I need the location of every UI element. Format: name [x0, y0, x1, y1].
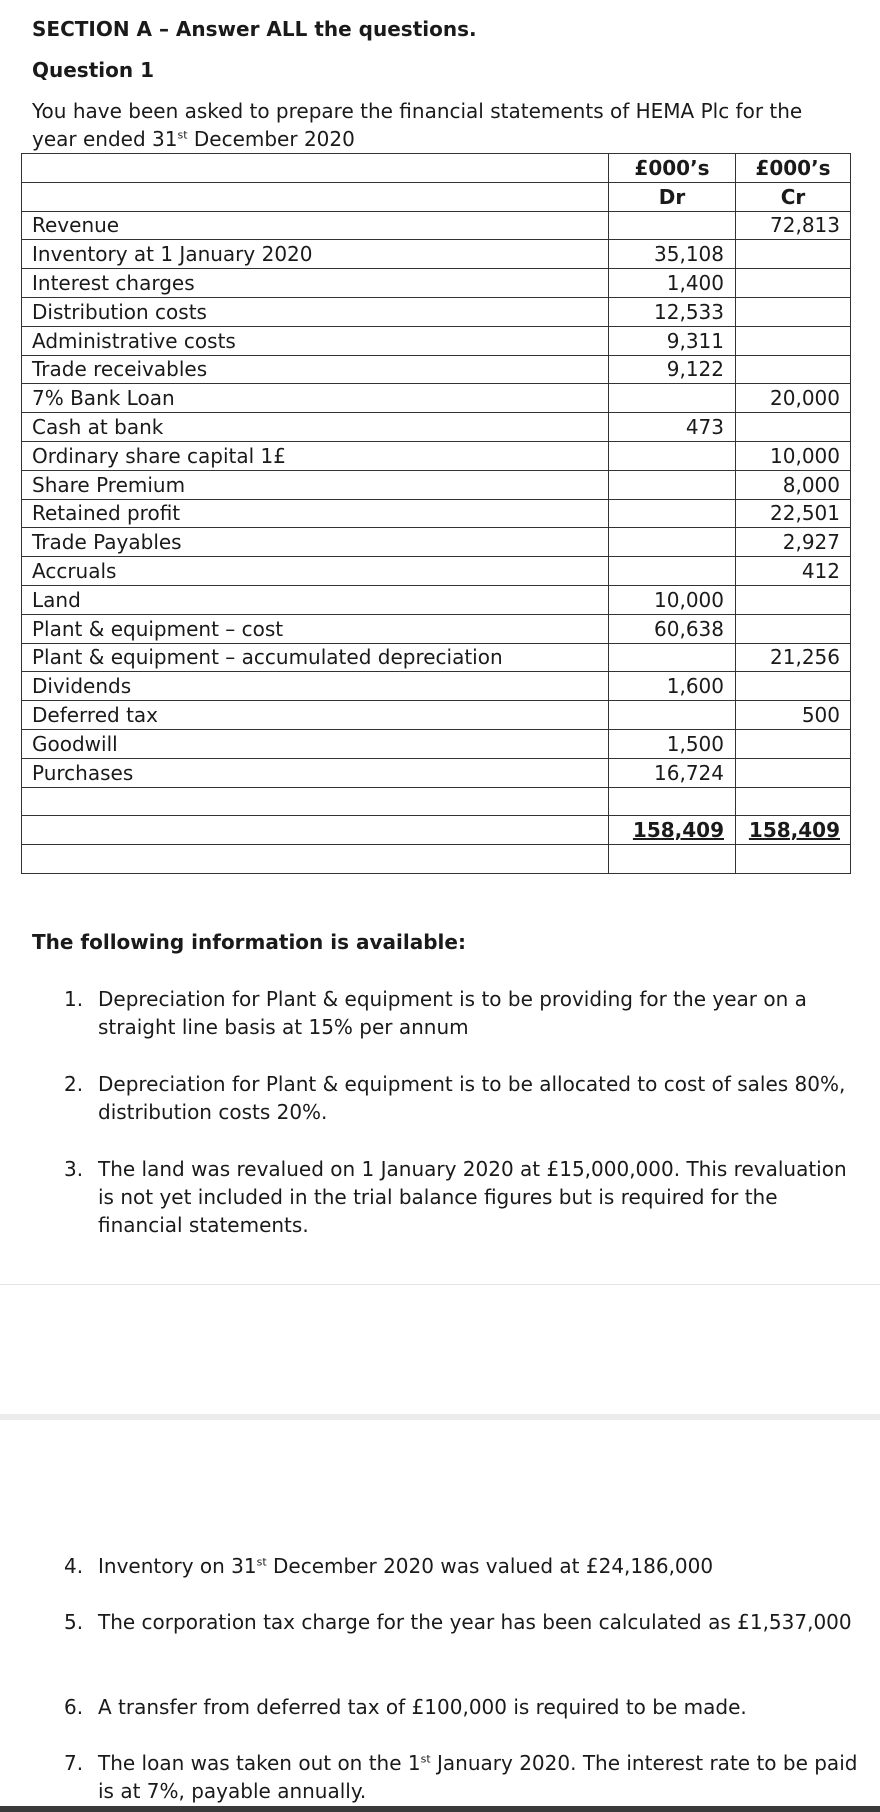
- dr-amount: [609, 470, 736, 499]
- account-label: Dividends: [22, 672, 609, 701]
- total-dr: 158,409: [609, 816, 736, 845]
- section-heading: SECTION A – Answer ALL the questions.: [32, 17, 477, 41]
- table-row: [22, 643, 851, 672]
- intro-paragraph: You have been asked to prepare the financial statements of HEMA Plc for the year ended 31st December 2020: [32, 99, 803, 151]
- dr-amount: [609, 211, 736, 240]
- table-header-row: [22, 154, 851, 183]
- account-label: Plant & equipment – accumulated depreciation: [22, 643, 609, 672]
- account-label: Distribution costs: [22, 297, 609, 326]
- account-label: Inventory at 1 January 2020: [22, 240, 609, 269]
- page-divider: [0, 1284, 880, 1285]
- blank-row: [22, 845, 851, 874]
- dr-amount: [609, 441, 736, 470]
- note-item: 3. The land was revalued on 1 January 2020 at £15,000,000. This revaluation is not yet included in the trial balance figures but is required for the financial statements.: [64, 1157, 847, 1237]
- account-label: Retained profit: [22, 499, 609, 528]
- dr-amount: [609, 499, 736, 528]
- cr-amount: [736, 614, 851, 643]
- cr-unit-header: £000’s: [736, 154, 851, 183]
- cr-amount: 412: [736, 557, 851, 586]
- cr-amount: 8,000: [736, 470, 851, 499]
- cr-amount: [736, 240, 851, 269]
- dr-unit-header: £000’s: [609, 154, 736, 183]
- question-heading: Question 1: [32, 58, 154, 82]
- account-label: Trade Payables: [22, 528, 609, 557]
- dr-amount: 16,724: [609, 758, 736, 787]
- dr-amount: 9,122: [609, 355, 736, 384]
- account-label: Plant & equipment – cost: [22, 614, 609, 643]
- table-row: [22, 470, 851, 499]
- cr-amount: [736, 269, 851, 298]
- cr-amount: 500: [736, 701, 851, 730]
- note-list: [0, 1070, 858, 1126]
- cr-amount: [736, 413, 851, 442]
- total-row: [22, 816, 851, 845]
- dr-amount: 12,533: [609, 297, 736, 326]
- note-item: 5. The corporation tax charge for the year has been calculated as £1,537,000: [64, 1610, 852, 1634]
- account-label: 7% Bank Loan: [22, 384, 609, 413]
- cr-amount: 72,813: [736, 211, 851, 240]
- dr-amount: [609, 384, 736, 413]
- dr-amount: [609, 528, 736, 557]
- account-label: Deferred tax: [22, 701, 609, 730]
- table-row: [22, 729, 851, 758]
- table-row: [22, 614, 851, 643]
- account-label: Accruals: [22, 557, 609, 586]
- account-label: Interest charges: [22, 269, 609, 298]
- cr-amount: 22,501: [736, 499, 851, 528]
- note-list: [0, 1693, 858, 1721]
- dr-amount: 473: [609, 413, 736, 442]
- dr-amount: [609, 557, 736, 586]
- cr-column-header: Cr: [736, 182, 851, 211]
- cr-amount: [736, 672, 851, 701]
- table-row: [22, 441, 851, 470]
- table-row: [22, 413, 851, 442]
- dr-amount: 1,500: [609, 729, 736, 758]
- table-row: [22, 758, 851, 787]
- header-blank-cell: [22, 182, 609, 211]
- table-row: [22, 326, 851, 355]
- dr-amount: 1,600: [609, 672, 736, 701]
- total-cr: 158,409: [736, 816, 851, 845]
- cr-amount: 2,927: [736, 528, 851, 557]
- table-header-row: [22, 182, 851, 211]
- table-row: [22, 355, 851, 384]
- bottom-scroll-edge: [0, 1806, 880, 1812]
- cr-amount: [736, 729, 851, 758]
- account-label: Share Premium: [22, 470, 609, 499]
- note-item: 1. Depreciation for Plant & equipment is to be providing for the year on a straight line basis at 15% per annum: [64, 987, 807, 1039]
- dr-amount: [609, 643, 736, 672]
- table-row: [22, 585, 851, 614]
- account-label: Cash at bank: [22, 413, 609, 442]
- cr-amount: [736, 355, 851, 384]
- dr-amount: 9,311: [609, 326, 736, 355]
- account-label: Land: [22, 585, 609, 614]
- note-list: [0, 1155, 858, 1239]
- table-row: [22, 297, 851, 326]
- account-label: Administrative costs: [22, 326, 609, 355]
- dr-amount: 35,108: [609, 240, 736, 269]
- account-label: Goodwill: [22, 729, 609, 758]
- dr-amount: 10,000: [609, 585, 736, 614]
- account-label: Revenue: [22, 211, 609, 240]
- cr-amount: [736, 585, 851, 614]
- note-list: [0, 1608, 858, 1636]
- info-heading: The following information is available:: [32, 930, 466, 954]
- table-row: [22, 557, 851, 586]
- header-blank-cell: [22, 154, 609, 183]
- account-label: Purchases: [22, 758, 609, 787]
- cr-amount: 20,000: [736, 384, 851, 413]
- note-item: 2. Depreciation for Plant & equipment is to be allocated to cost of sales 80%, distribution costs 20%.: [64, 1072, 846, 1124]
- cr-amount: 10,000: [736, 441, 851, 470]
- note-item: 4. Inventory on 31st December 2020 was valued at £24,186,000: [64, 1554, 714, 1578]
- note-list: [0, 1749, 858, 1805]
- table-row: [22, 499, 851, 528]
- total-label-cell: [22, 816, 609, 845]
- table-row: [22, 211, 851, 240]
- table-row: [22, 528, 851, 557]
- cr-amount: 21,256: [736, 643, 851, 672]
- trial-balance-table: [21, 153, 851, 874]
- cr-amount: [736, 326, 851, 355]
- dr-amount: [609, 701, 736, 730]
- note-list: [0, 985, 858, 1041]
- page-break: [0, 1414, 880, 1420]
- dr-amount: 60,638: [609, 614, 736, 643]
- account-label: Trade receivables: [22, 355, 609, 384]
- note-item: 6. A transfer from deferred tax of £100,000 is required to be made.: [64, 1695, 747, 1719]
- cr-amount: [736, 758, 851, 787]
- table-row: [22, 701, 851, 730]
- table-row: [22, 240, 851, 269]
- note-item: 7. The loan was taken out on the 1st January 2020. The interest rate to be paid is at 7%, payable annually.: [64, 1751, 858, 1803]
- blank-row: [22, 787, 851, 816]
- account-label: Ordinary share capital 1£: [22, 441, 609, 470]
- note-list: [0, 1552, 858, 1580]
- table-row: [22, 384, 851, 413]
- table-row: [22, 672, 851, 701]
- dr-amount: 1,400: [609, 269, 736, 298]
- dr-column-header: Dr: [609, 182, 736, 211]
- cr-amount: [736, 297, 851, 326]
- table-row: [22, 269, 851, 298]
